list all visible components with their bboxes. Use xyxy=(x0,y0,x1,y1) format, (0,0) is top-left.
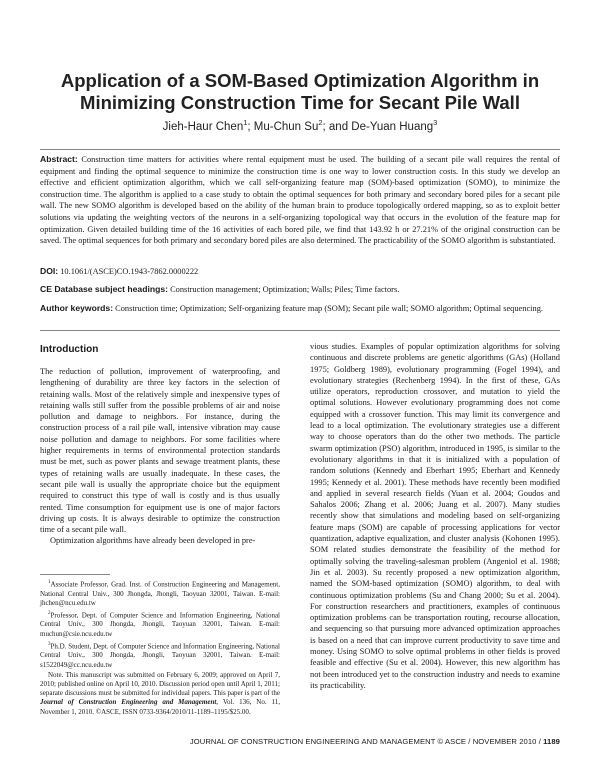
author-keywords xyxy=(40,303,560,315)
doi-label: DOI: xyxy=(40,266,59,276)
author-list xyxy=(40,118,560,133)
abstract-text: Construction time matters for activities where rental equipment must be used. The building of a secant pile wall requires the rental of equipment and finding the optimal sequence to minimize the construction time is one way to lower construction costs. In this study we develop an effective and efficient optimization algorithm, which we call self-organizing feature map (SOM)-based optimization (SOMO), to minimize the construction time. The algorithm is applied to a case study to obtain the optimal sequences for both primary and secondary bored piles for a secant pile wall. The new SOMO algorithm is developed based on the ability of the human brain to produce topologically ordered mapping, so as to exploit better solutions via updating the weighting vectors of the neurons in a self-organizing topological way that occurs in the evolution of the feature map for optimization. Given detailed building time of the 16 activities of each bored pile, we find that 143.92 h or 27.21% of the original construction can be saved. The optimal sequences for both primary and secondary bored piles are also determined. The practicability of the SOMO algorithm is substantiated. xyxy=(40,155,560,246)
abstract-label: Abstract: xyxy=(40,154,78,164)
keywords-label: Author keywords: xyxy=(40,303,114,313)
author-affiliation-marker: 1 xyxy=(243,118,248,127)
footnote xyxy=(40,609,280,639)
header-divider xyxy=(40,149,560,150)
footnote xyxy=(40,578,280,608)
author-separator: ; and xyxy=(322,120,352,133)
body-paragraph: The reduction of pollution, improvement of waterproofing, and lengthening of durability are three key factors in the selection of retaining walls. Most of the relatively simple and inexpensive types of retaining walls still suffer from the possible problems of air and noise pollution and damage to neighbors. For instance, during the construction process of a rail pile wall, intensive vibration may cause noise pollution and damage to neighbors. For some facilities where higher requirements in terms of environmental protection standards must be met, such as power plants and sewage treatment plants, these types of retaining walls are usually inadequate. In these cases, the secant pile wall is usually the appropriate choice but the equipment required to construct this type of wall is costly and is thus usually rented. Time consumption for equipment use is one of major factors driving up costs. It is always desirable to optimize the construction time of a secant pile wall. xyxy=(40,367,280,535)
note-text: Note. This manuscript was submitted on February 6, 2009; approved on April 7, 2010; published online on April 10, 2010. Discussion period open until April 1, 2011; separate discussions must be submitted for individual papers. This paper is part of the xyxy=(40,670,280,698)
keywords-value: Construction time; Optimization; Self-organizing feature map (SOM); Secant pile wall; SOMO algorithm; Optimal sequencing. xyxy=(115,304,543,313)
left-column xyxy=(40,366,280,547)
ce-headings xyxy=(40,284,560,296)
body-paragraph: Optimization algorithms have already been developed in pre- xyxy=(50,536,256,546)
author-affiliation-marker: 3 xyxy=(433,118,438,127)
note-text-end: , Vol. 136, No. 11, November 1, 2010. ©ASCE, ISSN 0733-9364/2010/11-1189–1195/$25.00. xyxy=(40,698,280,716)
page-footer xyxy=(190,737,560,746)
ce-headings-label: CE Database subject headings: xyxy=(40,284,168,294)
footnote-marker: 2 xyxy=(48,610,51,616)
author-name: Jieh-Haur Chen xyxy=(162,120,244,133)
submission-note xyxy=(40,671,280,717)
ce-headings-value: Construction management; Optimization; Walls; Piles; Time factors. xyxy=(170,285,400,294)
footnote-marker: 1 xyxy=(48,580,51,585)
doi-line xyxy=(40,266,560,278)
body-paragraph: vious studies. Examples of popular optimization algorithms for solving continuous and discrete problems are genetic algorithms (GAs) (Holland 1975; Goldberg 1989), evolutionary programming (Fogel 1994), and evolutionary strategies (Rechenberg 1994). In the first of these, GAs utilize operators, reproduction crossover, and mutation to yield the optimal solutions. However evolutionary programming does not come equipped with a crossover function. This may limit its convergence and lead to a local optimization. The evolutionary strategies use a different way to choose operators than do the other two methods. The particle swarm optimization (PSO) algorithm, introduced in 1995, is similar to the evolutionary algorithms in that it is initialized with a population of random solutions (Kennedy and Eberhart 1995; Eberhart and Kennedy 1995; Kennedy et al. 2001). These methods have recently been modified and applied in several research fields (Yuan et al. 2004; Goudos and Sahalos 2006; Zhang et al. 2006; Juang et al. 2007). Many studies recently show that simulations and modeling based on self-organizing feature maps (SOM) are capable of processing applications for vector quantization, adaptive equalization, and cluster analysis (Kohonen 1995). SOM related studies demonstrate the feasibility of the method for optimally solving the traveling-salesman problem (Angeniol et al. 1988; Jin et al. 2003). Su recently proposed a new optimization algorithm, named the SOM-based optimization (SOMO) algorithm, to deal with continuous optimization problems (Su and Chang 2000; Su et al. 2004). For construction researchers and practitioners, examples of continuous optimization problems can be transportation routing, recourse allocation, and sequencing so that pursuing more advanced optimization approaches is based on a need that can improve current productivity to save time and money. Using SOMO to solve optimal problems in other fields is proved feasible and effective (Su et al. 2004). However, this new algorithm has not been introduced yet to the construction industry and needs to examine its practicability. xyxy=(310,342,560,690)
right-column xyxy=(310,341,560,691)
footnote-text: Professor, Dept. of Computer Science and Information Engineering, National Central Univ., 300 Jhongda, Jhongli, Taoyuan 32001, Taiwan. E-mail: muchun@csie.ncu.edu.tw xyxy=(40,611,280,638)
abstract-divider xyxy=(40,330,560,331)
footnote xyxy=(40,640,280,670)
author-separator: ; xyxy=(247,120,254,133)
footnote-marker: 3 xyxy=(48,641,51,647)
author-affiliation-marker: 2 xyxy=(318,118,323,127)
footnote-text: Ph.D. Student, Dept. of Computer Science and Information Engineering, National Central Univ., 300 Jhongda, Jhongli, Taoyuan 32001, Taiwan. E-mail: s1522049@cc.ncu.edu.tw xyxy=(40,642,280,669)
footer-journal: JOURNAL OF CONSTRUCTION ENGINEERING AND MANAGEMENT © ASCE / NOVEMBER 2010 / xyxy=(189,737,544,746)
footnotes xyxy=(40,578,280,718)
abstract xyxy=(40,154,560,247)
doi-value: 10.1061/(ASCE)CO.1943-7862.0000222 xyxy=(60,267,199,276)
author-name: De-Yuan Huang xyxy=(351,120,434,133)
note-journal: Journal of Construction Engineering and Management xyxy=(40,698,217,707)
page-number: 1189 xyxy=(543,737,560,746)
footnote-text: Associate Professor, Grad. Inst. of Construction Engineering and Management, National Central Univ., 300 Jhongda, Jhongli, Taoyuan 32001, Taiwan. E-mail: jhchen@ncu.edu.tw xyxy=(40,580,280,607)
footnote-divider xyxy=(40,574,110,575)
section-heading-introduction: Introduction xyxy=(40,344,99,355)
author-name: Mu-Chun Su xyxy=(253,120,319,133)
paper-title: Application of a SOM-Based Optimization Algorithm in Minimizing Construction Time for Secant Pile Wall xyxy=(60,70,540,113)
